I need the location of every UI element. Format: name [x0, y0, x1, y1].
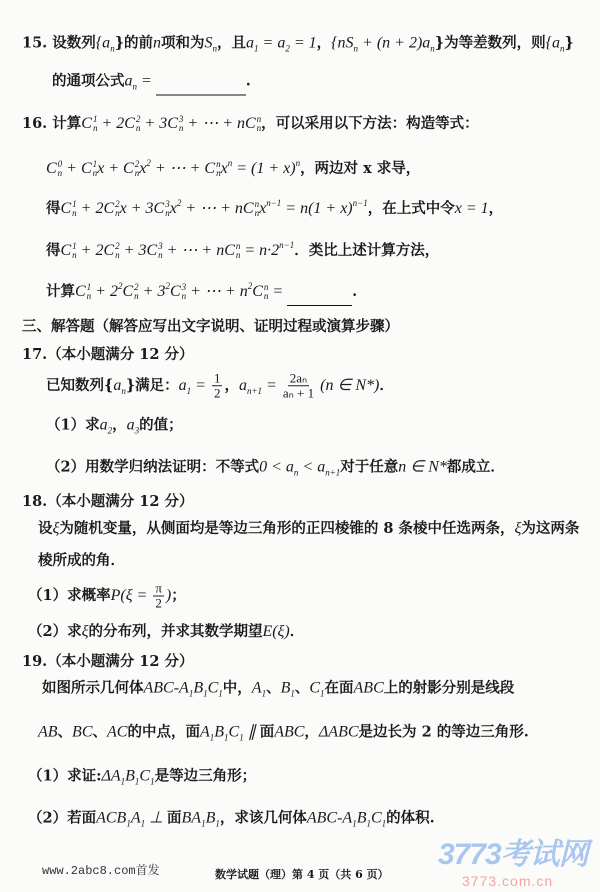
superscript: n	[256, 114, 262, 124]
subscript: n	[560, 43, 565, 54]
math-term: + 3C	[140, 115, 178, 132]
math-term: + ⋯ + nC	[181, 200, 254, 217]
text-run: 已知数列{	[46, 376, 114, 394]
text-run: （2）若面	[28, 809, 97, 827]
q17-heading	[22, 345, 194, 365]
subscript: 2	[285, 43, 290, 54]
math-term: ΔABC	[318, 723, 359, 741]
subscript: n	[216, 168, 221, 178]
math-term: )	[165, 587, 172, 604]
math-term: n ∈ N*	[398, 458, 447, 476]
math-term: + 2	[91, 283, 118, 300]
superscript: 2	[247, 281, 253, 291]
math-term: C	[122, 283, 134, 300]
superscript: 2	[115, 199, 120, 209]
subscript: n+1	[246, 385, 263, 396]
subscript: 1	[239, 732, 244, 743]
math-term: =	[137, 72, 156, 90]
subscript: 1	[254, 43, 259, 54]
text-run: ，	[488, 200, 504, 217]
superscript: 2	[117, 281, 123, 291]
subscript: 1	[381, 818, 387, 829]
subscript: 1	[134, 776, 140, 787]
text-run: }满足：	[125, 376, 179, 394]
text-run: ，	[224, 376, 239, 394]
subscript: n	[134, 168, 140, 178]
math-term: C	[370, 809, 382, 827]
footer-source: www.2abc8.com首发	[42, 864, 160, 878]
text-run: （2）用数学归纳法证明：不等式	[46, 458, 260, 476]
math-term: ABC	[274, 723, 305, 741]
math-term: ΔA	[101, 767, 121, 785]
text-run: 中，	[222, 679, 252, 697]
superscript: n−1	[352, 198, 368, 208]
subscript: 1	[120, 776, 126, 787]
denominator: 2	[213, 385, 221, 401]
math-term: a	[99, 416, 108, 434]
text-run: （1）求	[46, 416, 100, 434]
math-term: ξ	[81, 623, 89, 640]
subscript: 1	[224, 732, 229, 743]
math-term: x = 1	[454, 200, 489, 217]
math-term: + 3C	[119, 242, 158, 259]
q19-part-2	[28, 809, 435, 834]
superscript: 2	[176, 198, 182, 208]
math-term: x	[259, 200, 267, 217]
superscript: 1	[72, 199, 77, 209]
math-term: C	[207, 679, 219, 697]
math-term: C	[46, 160, 57, 177]
math-term: = (1 + x)	[232, 160, 296, 177]
math-term: C	[81, 115, 92, 132]
superscript: n	[227, 158, 233, 168]
math-term: B	[205, 809, 216, 827]
text-run: 18.（本小题满分 12 分）	[22, 493, 194, 510]
math-term: =	[262, 376, 281, 394]
subscript: n	[92, 123, 98, 133]
subscript: n	[158, 250, 163, 260]
math-term: n	[153, 34, 162, 52]
fraction	[153, 582, 164, 611]
text-run: }为等差数列，则	[434, 34, 546, 52]
subscript: n	[92, 168, 98, 178]
math-term: 0 < a	[259, 458, 294, 476]
subscript: n	[135, 123, 141, 133]
q18-part-2	[28, 622, 304, 642]
section-3-heading	[22, 317, 399, 337]
math-term: AC	[107, 723, 128, 741]
subscript: 1	[140, 818, 146, 829]
text-run: 、	[266, 679, 281, 697]
superscript: 1	[86, 282, 92, 292]
subscript: n	[263, 291, 269, 301]
math-term: a	[113, 376, 122, 394]
subscript: 1	[366, 818, 371, 829]
text-run: 在面	[324, 679, 354, 697]
subscript: 1	[126, 818, 131, 829]
text-run: ．	[379, 376, 394, 394]
math-term: + 2C	[97, 115, 135, 132]
numerator: π	[155, 580, 162, 596]
answer-blank	[156, 75, 246, 96]
math-term: C	[228, 723, 240, 741]
math-term: x + 3C	[119, 200, 165, 217]
subscript: n	[57, 168, 63, 178]
superscript: 0	[57, 159, 63, 169]
math-term: C	[60, 200, 72, 217]
text-run: ；	[171, 587, 186, 604]
text-run: 的通项公式	[52, 72, 125, 90]
subscript: 1	[203, 688, 208, 699]
subscript: n	[72, 208, 77, 218]
text-run: 对于任意	[340, 458, 399, 476]
math-term: P(ξ =	[110, 587, 152, 604]
numerator: 1	[213, 370, 221, 386]
watermark-url: 3773.com.cn	[462, 873, 554, 889]
q18-stem-2	[38, 551, 125, 571]
math-term: = a	[258, 34, 286, 52]
text-run: （1）求证:	[28, 767, 102, 785]
text-run: 都成立．	[446, 458, 505, 476]
superscript: 2	[134, 282, 139, 292]
q19-stem-1	[42, 679, 514, 704]
superscript: n	[263, 282, 269, 292]
text-run: 15. 设数列	[22, 34, 96, 52]
math-term: x	[220, 160, 228, 177]
math-term: ξ	[514, 520, 522, 537]
denominator: 2	[155, 595, 162, 611]
superscript: 2	[146, 158, 151, 168]
superscript: n−1	[266, 198, 282, 208]
superscript: n−1	[279, 240, 295, 250]
math-term: ACB	[96, 809, 127, 827]
subscript: 1	[186, 385, 192, 396]
subscript: n	[72, 250, 77, 260]
subscript: 3	[134, 425, 140, 436]
text-run: 面	[167, 809, 182, 827]
math-term: x	[139, 160, 147, 177]
math-term: E(ξ)	[262, 623, 290, 640]
text-run: ，	[316, 34, 332, 52]
subscript: 2	[107, 425, 113, 436]
q15-line-2	[52, 72, 251, 97]
math-term: BA	[181, 809, 202, 827]
math-term: BC	[72, 723, 93, 741]
superscript: 2	[134, 159, 140, 169]
subscript: 1	[201, 818, 206, 829]
math-term: C	[309, 679, 321, 697]
text-run: 的值；	[139, 416, 183, 434]
q16-line-3	[46, 193, 503, 219]
q16-line-4	[46, 235, 439, 261]
math-term: ABC	[353, 679, 384, 697]
math-term: + 3	[138, 283, 166, 300]
q17-part-2	[46, 458, 505, 483]
subscript: 1	[215, 818, 220, 829]
text-run: 面	[259, 723, 275, 741]
math-term: =	[191, 376, 210, 394]
text-run: 16. 计算	[22, 115, 82, 132]
math-term: B	[280, 679, 291, 697]
math-term: ∥	[243, 723, 260, 741]
subscript: 1	[320, 688, 325, 699]
subscript: n	[132, 81, 137, 92]
subscript: 1	[290, 688, 295, 699]
text-run: 是边长为 2 的等边三角形.	[358, 723, 529, 741]
text-run: 、	[57, 723, 73, 741]
text-run: 的体积.	[386, 809, 435, 827]
q18-part-1	[28, 582, 186, 611]
superscript: 1	[72, 241, 77, 251]
math-term: C	[75, 283, 86, 300]
text-run: ，且	[217, 34, 247, 52]
math-term: + (n + 2)a	[358, 34, 431, 52]
subscript: n	[121, 385, 126, 396]
math-term: ABC-A	[306, 809, 353, 827]
q18-heading	[22, 492, 194, 512]
q18-stem-1	[38, 519, 579, 539]
subscript: n	[212, 43, 218, 54]
subscript: n	[181, 291, 187, 301]
q17-stem	[46, 371, 394, 401]
math-term: + C	[62, 160, 92, 177]
text-run: 的分布列，并求其数学期望	[88, 623, 263, 640]
text-run: 项和为	[161, 34, 205, 52]
superscript: n	[216, 159, 221, 169]
text-run: }	[564, 34, 574, 52]
text-run: }的前	[114, 34, 154, 52]
math-term: + ⋯ + nC	[162, 242, 235, 259]
text-run: 、	[92, 723, 107, 741]
text-run: ，可以采用以下方法：构造等式：	[261, 115, 479, 132]
math-term: + 2C	[76, 242, 115, 259]
subscript: n	[115, 250, 120, 260]
superscript: n	[295, 158, 301, 168]
subscript: n	[235, 250, 241, 260]
subscript: n	[115, 208, 120, 218]
text-run: 为随机变量，从侧面均是等边三角形的正四棱锥的 8 条棱中任选两条，	[59, 520, 515, 537]
subscript: 1	[188, 688, 194, 699]
text-run: 得	[46, 200, 61, 217]
superscript: 1	[92, 159, 98, 169]
text-run: 如图所示几何体	[42, 679, 144, 697]
math-term: {a	[95, 34, 111, 52]
superscript: n	[254, 199, 260, 209]
math-term: C	[60, 242, 72, 259]
subscript: n	[293, 467, 299, 478]
math-term: x	[169, 200, 177, 217]
subscript: n	[256, 123, 262, 133]
math-term: B	[193, 679, 204, 697]
math-term: AB	[38, 723, 58, 741]
text-run: 三、解答题（解答应写出文字说明、证明过程或演算步骤）	[22, 318, 399, 335]
q19-stem-2	[38, 723, 529, 748]
math-term: + ⋯ + n	[186, 283, 248, 300]
math-term: =	[268, 283, 288, 300]
math-term: a	[124, 72, 133, 90]
superscript: 1	[92, 114, 98, 124]
text-run: 是等边三角形；	[154, 767, 257, 785]
superscript: 3	[158, 241, 163, 251]
subscript: n	[254, 208, 260, 218]
text-run: .	[352, 283, 358, 300]
math-term: ABC-A	[143, 679, 189, 697]
text-run: 的中点，面	[127, 723, 200, 741]
math-term: a	[238, 376, 247, 394]
math-term: C	[252, 283, 263, 300]
text-run: 17.（本小题满分 12 分）	[22, 346, 194, 363]
text-run: 为这两条	[521, 520, 580, 537]
q19-part-1	[28, 767, 256, 792]
fraction	[212, 371, 223, 400]
math-term: A	[199, 723, 210, 741]
math-term: {nS	[331, 34, 354, 52]
math-term: A	[251, 679, 262, 697]
text-run: ，	[304, 723, 319, 741]
subscript: n	[353, 43, 359, 54]
text-run: 棱所成的角．	[38, 552, 125, 569]
q19-heading	[22, 652, 194, 672]
q16-line-2	[46, 153, 420, 179]
text-run: ，求该几何体	[219, 809, 307, 827]
subscript: n	[430, 43, 435, 54]
subscript: 1	[261, 688, 267, 699]
text-run: 得	[46, 242, 61, 259]
math-term: a	[246, 34, 255, 52]
math-term: B	[356, 809, 367, 827]
text-run: （1）求概率	[28, 587, 111, 604]
superscript: 2	[165, 281, 170, 291]
text-run: （2）求	[28, 623, 82, 640]
math-term: = 1	[289, 34, 317, 52]
subscript: 1	[209, 732, 215, 743]
text-run: ，在上式中令	[367, 200, 455, 217]
q16-line-1	[22, 114, 479, 134]
q15-line-1	[22, 34, 574, 59]
math-term: B	[214, 723, 225, 741]
math-term: < a	[298, 458, 326, 476]
subscript: 1	[218, 688, 223, 699]
text-run: ，两边对 x 求导，	[300, 160, 421, 177]
q17-part-1	[46, 416, 183, 441]
math-term: ξ	[52, 520, 60, 537]
math-term: = n·2	[240, 242, 280, 259]
text-run: 设	[38, 520, 53, 537]
numerator: 2aₙ	[289, 370, 308, 386]
math-term: S	[204, 34, 213, 52]
superscript: 3	[165, 199, 170, 209]
q16-line-5	[46, 276, 357, 306]
text-run: 上的射影分别是线段	[383, 679, 515, 697]
math-term: C	[169, 283, 181, 300]
math-term: + 2C	[76, 200, 115, 217]
watermark-logo: 3773考试网	[438, 838, 588, 871]
math-term: + ⋯ + C	[150, 160, 216, 177]
denominator: aₙ + 1	[282, 385, 315, 401]
subscript: n	[165, 208, 170, 218]
math-term: A	[130, 809, 141, 827]
text-run: 19.（本小题满分 12 分）	[22, 653, 194, 670]
fraction	[283, 371, 314, 400]
math-term: {a	[545, 34, 560, 52]
subscript: n	[110, 43, 115, 54]
text-run: ，	[112, 416, 127, 434]
text-run: ．	[289, 623, 305, 640]
subscript: 1	[150, 776, 155, 787]
math-term: B	[125, 767, 135, 785]
subscript: n	[134, 291, 139, 301]
subscript: n	[86, 291, 92, 301]
text-run: .	[245, 72, 251, 90]
math-term: ⊥	[145, 809, 168, 827]
math-term: (n ∈ N*)	[316, 376, 380, 394]
superscript: 3	[181, 282, 187, 292]
footer-page-label: 数学试题（理）第 4 页（共 6 页）	[215, 868, 389, 881]
math-term: a	[178, 376, 187, 394]
superscript: 2	[135, 114, 141, 124]
subscript: 1	[352, 818, 357, 829]
math-term: = n(1 + x)	[281, 200, 353, 217]
text-run: 、	[294, 679, 310, 697]
subscript: n	[178, 123, 184, 133]
math-term: C	[139, 767, 151, 785]
math-term: + ⋯ + nC	[183, 115, 256, 132]
superscript: n	[235, 241, 241, 251]
superscript: 2	[115, 241, 120, 251]
superscript: 3	[178, 114, 184, 124]
text-run: 计算	[46, 283, 75, 300]
math-term: x + C	[97, 160, 134, 177]
answer-blank	[287, 285, 352, 306]
math-term: a	[126, 416, 135, 434]
text-run: ．类比上述计算方法，	[294, 242, 440, 259]
subscript: n+1	[325, 467, 341, 478]
